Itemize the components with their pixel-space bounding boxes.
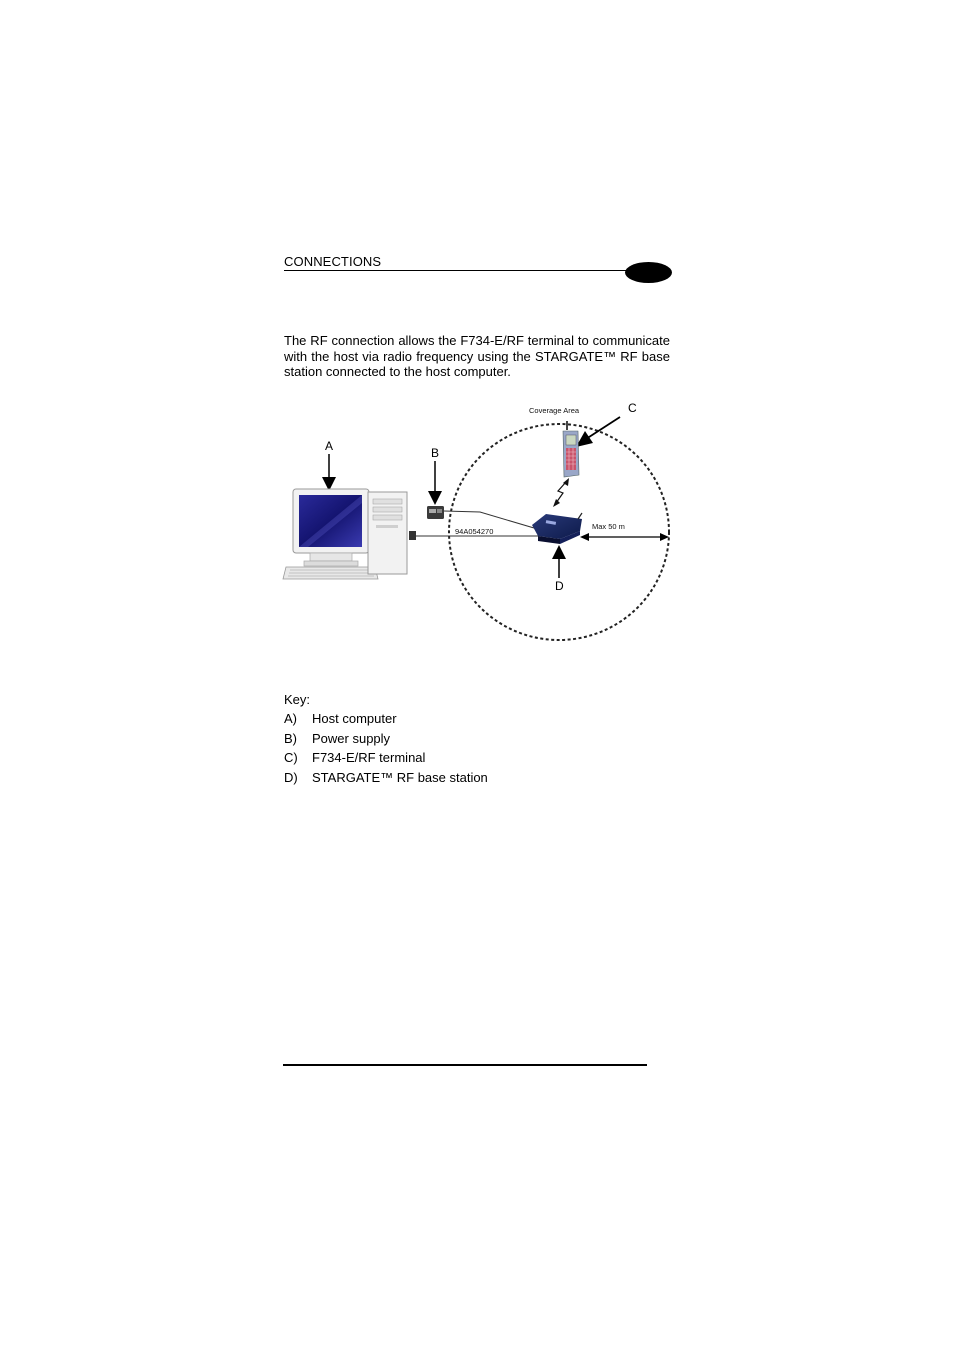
- key-text: Power supply: [312, 730, 391, 746]
- key-letter: A): [284, 711, 297, 726]
- arrow-d: [552, 545, 566, 578]
- key-text: Host computer: [312, 711, 397, 726]
- base-station-icon: [532, 513, 582, 544]
- cable-code-label: 94A054270: [455, 527, 494, 536]
- key-text: F734-E/RF terminal: [312, 750, 426, 766]
- handheld-terminal-icon: [563, 421, 579, 477]
- footer-rule: [283, 1064, 647, 1066]
- host-computer-icon: [283, 489, 407, 579]
- power-supply-icon: [427, 506, 444, 519]
- key-title: Key:: [284, 692, 311, 707]
- key-letter: C): [284, 750, 298, 766]
- serial-connector: [409, 531, 416, 540]
- intro-paragraph: The RF connection allows the F734-E/RF terminal to communicate with the host via radio frequency using the STARGATE™ RF base station connected to the host computer.: [284, 333, 670, 379]
- chapter-tab: [625, 262, 672, 283]
- power-cable: [444, 511, 534, 528]
- arrow-b: [428, 461, 442, 505]
- callout-d: D: [555, 579, 564, 593]
- key-letter: D): [284, 769, 298, 785]
- range-label: Max 50 m: [592, 522, 625, 531]
- rf-connection-diagram: [280, 395, 680, 645]
- key-letter: B): [284, 730, 297, 746]
- coverage-area-label: Coverage Area: [529, 406, 580, 415]
- callout-c: C: [628, 401, 637, 415]
- callout-b: B: [431, 446, 440, 460]
- header-rule: [284, 270, 634, 271]
- radio-signal-icon: [553, 478, 569, 507]
- header-title: CONNECTIONS: [284, 254, 382, 269]
- callout-a: A: [325, 439, 334, 453]
- key-text: STARGATE™ RF base station: [312, 769, 488, 785]
- arrow-c: [576, 417, 620, 447]
- arrow-a: [322, 454, 336, 491]
- range-indicator: [580, 533, 669, 541]
